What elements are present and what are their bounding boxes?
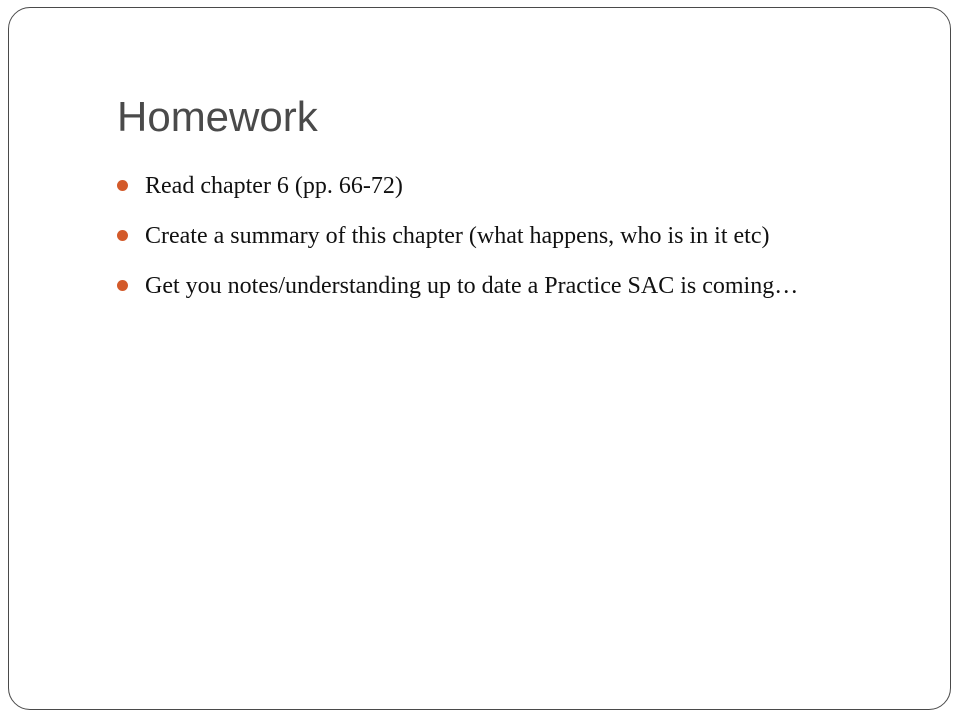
bullet-dot-icon (117, 280, 128, 291)
slide-title: Homework (117, 93, 318, 140)
list-item (117, 268, 917, 304)
bullet-text: Read chapter 6 (pp. 66-72) (145, 173, 403, 199)
list-item (117, 168, 917, 204)
list-item (117, 218, 917, 254)
bullet-dot-icon (117, 230, 128, 241)
bullet-dot-icon (117, 180, 128, 191)
bullet-list (117, 168, 917, 318)
bullet-text: Create a summary of this chapter (what happens, who is in it etc) (145, 223, 770, 249)
slide-frame (8, 7, 951, 710)
bullet-text: Get you notes/understanding up to date a Practice SAC is coming… (145, 273, 799, 299)
